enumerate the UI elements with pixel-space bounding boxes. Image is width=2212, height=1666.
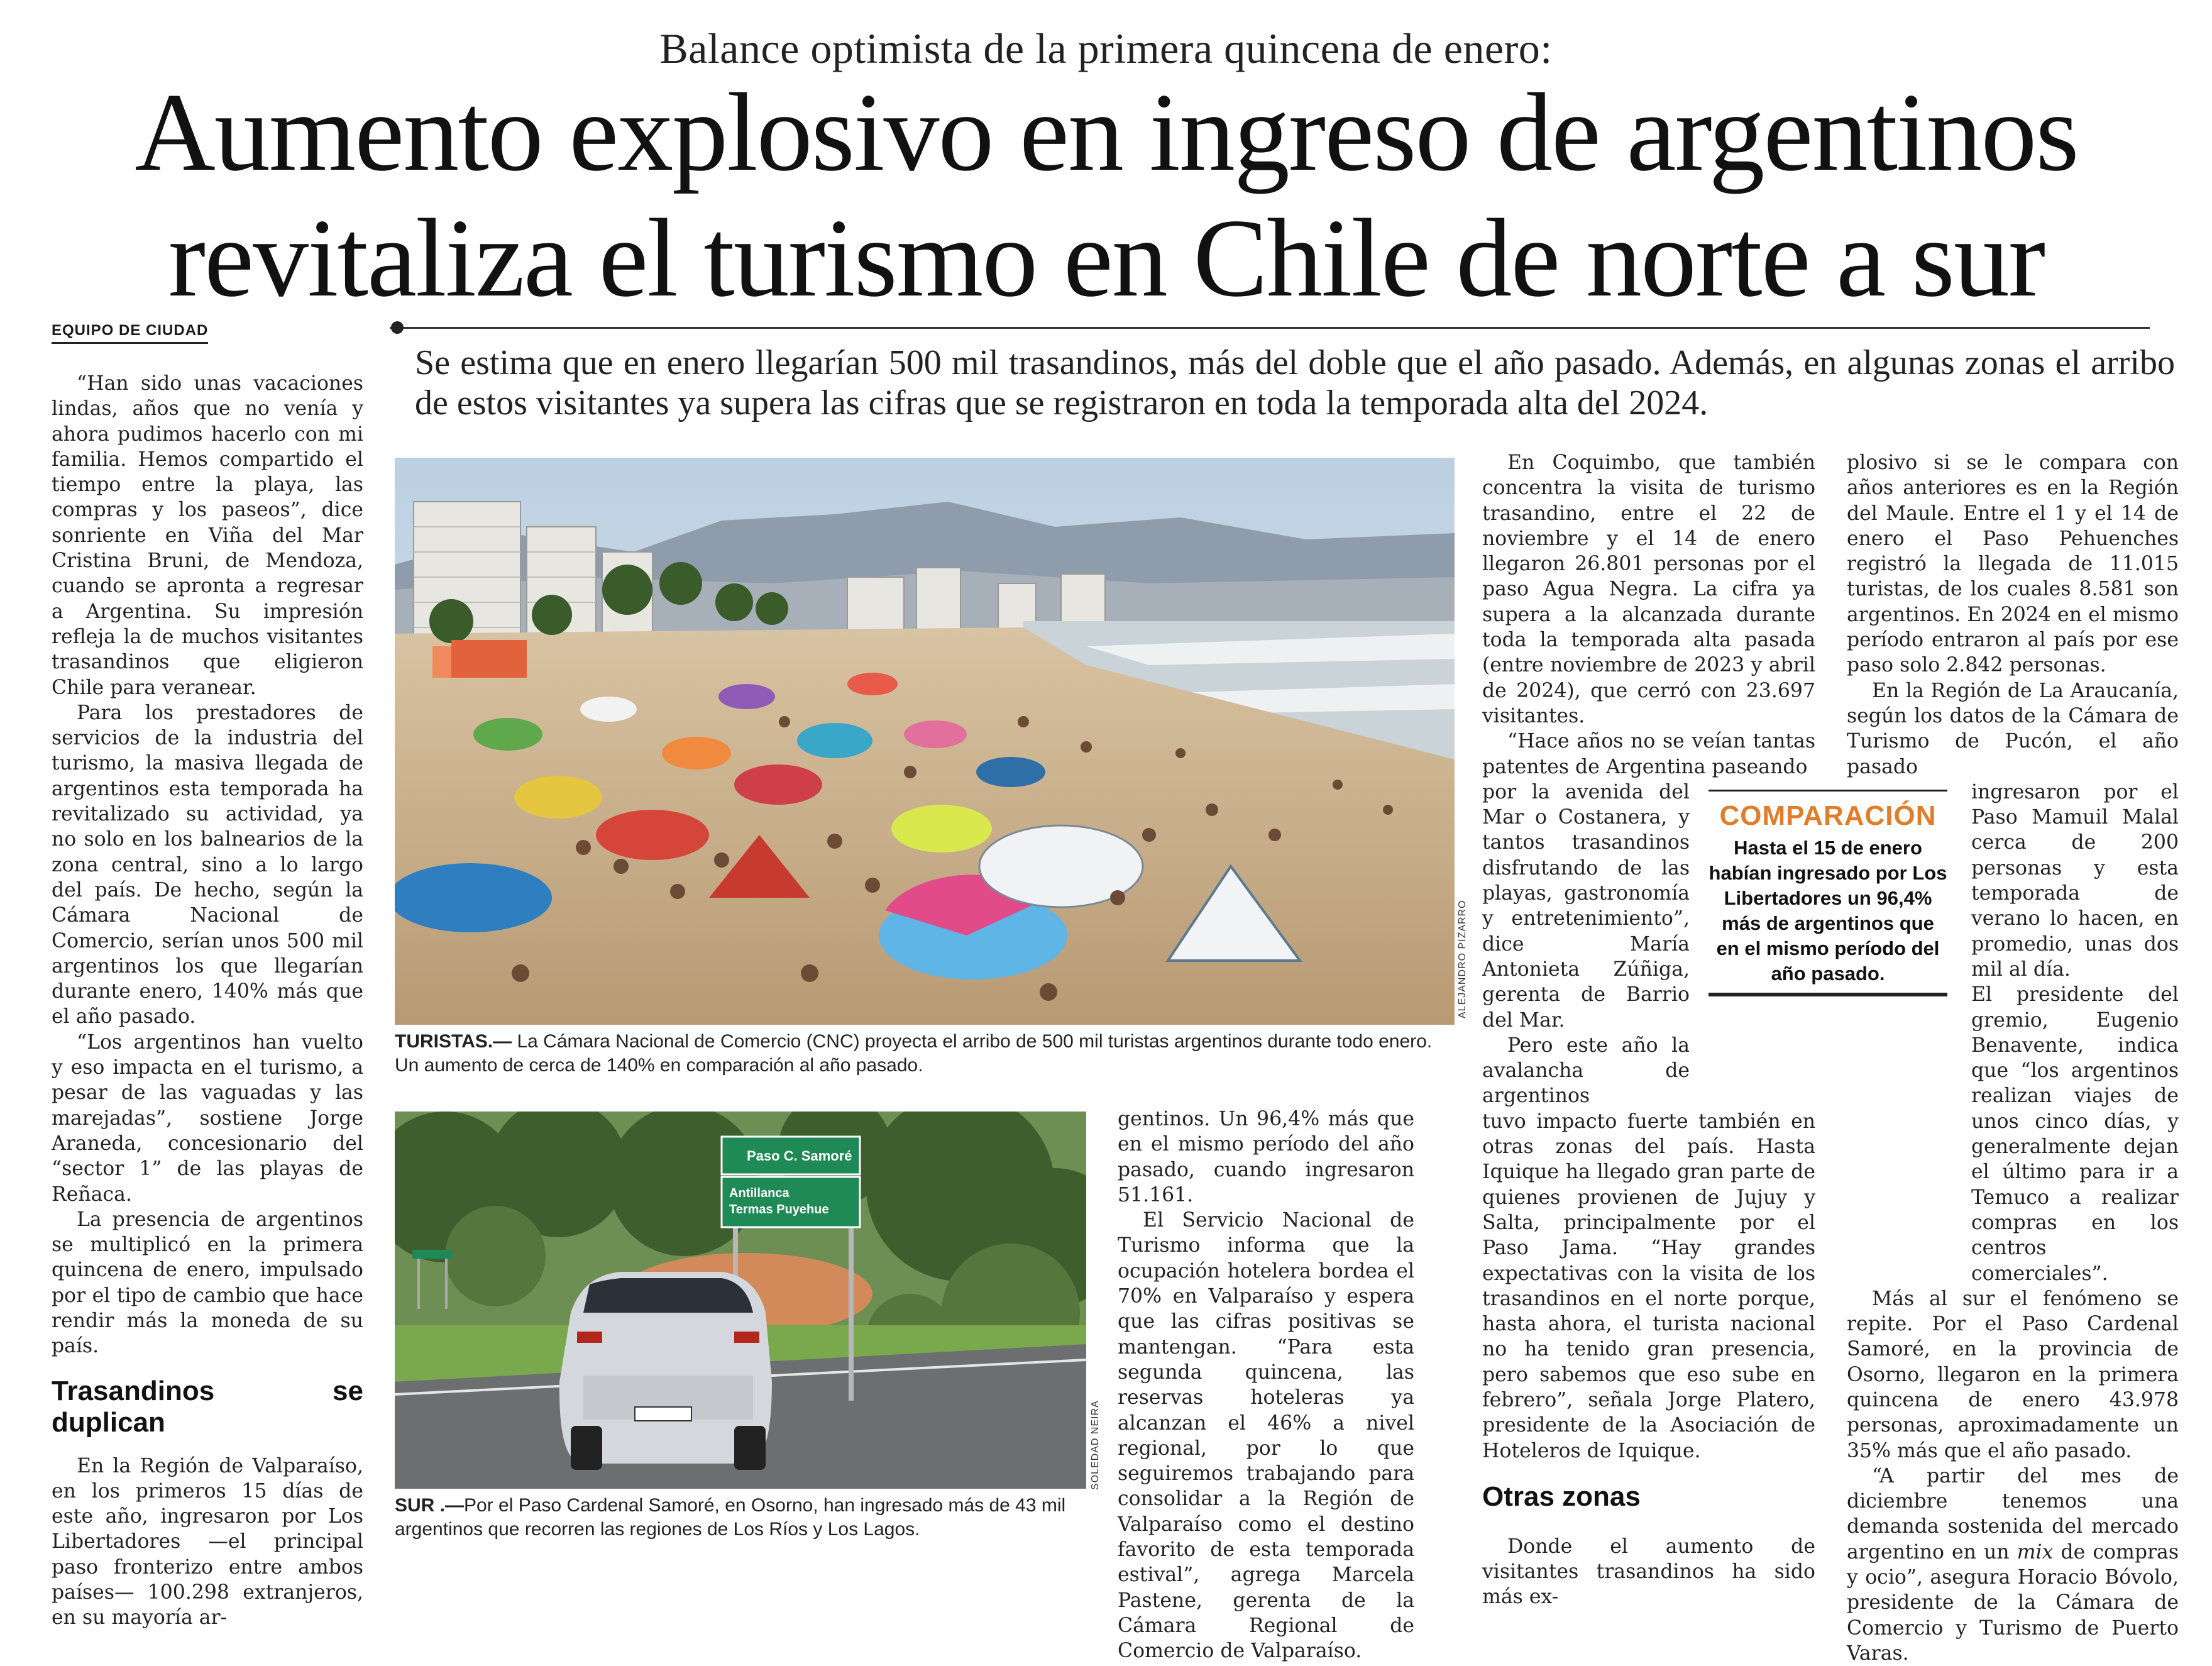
paragraph: “Los argentinos han vuelto y eso impacta en el turismo, a pesar de las vaguadas y las marejadas”, sostiene Jorge Araneda, concesionario del “sector 1” de las playas de Reñaca. xyxy=(52,1030,363,1206)
paragraph: Donde el aumento de visitantes trasandinos ha sido más ex- xyxy=(1482,1535,1815,1609)
sign-text-termas: Termas Puyehue xyxy=(729,1203,829,1216)
quote-text: “A partir del mes de diciembre tenemos una demanda sostenida del mercado argentino en un xyxy=(1847,1464,2179,1564)
paragraph: gentinos. Un 96,4% más que en el mismo período del año pasado, cuando ingresaron 51.161. xyxy=(1118,1108,1414,1206)
paragraph: Más al sur el fenómeno se repite. Por el Paso Cardenal Samoré, en la provincia de Osorno, llegaron en la primera quincena de enero 43.978 personas, aproximadamente un 35% más que el año pasado. xyxy=(1847,1287,2179,1462)
column-1 xyxy=(52,371,363,1631)
paragraph: por la avenida del Mar o Costanera, y tantos trasandinos disfrutando de las playas, gastronomía y entretenimiento”, dice María Antonieta Zúñiga, gerenta de Barrio del Mar. xyxy=(1482,780,1690,1032)
paragraph: ingresaron por el Paso Mamuil Malal cerca de 200 personas y esta temporada de verano lo hacen, en promedio, unas dos mil al día. xyxy=(1971,780,2179,981)
road-illustration xyxy=(395,1112,1086,1489)
car xyxy=(559,1272,772,1470)
photo-caption xyxy=(395,1030,1455,1078)
caption-text: Por el Paso Cardenal Samoré, en Osorno, han ingresado más de 43 mil argentinos que recorren las regiones de Los Ríos y Los Lagos. xyxy=(395,1495,1066,1540)
paragraph: En la Región de Valparaíso, en los primeros 15 días de este año, ingresaron por Los Libertadores —el principal paso fronterizo entre ambos países— 100.298 extranjeros, en su mayoría ar- xyxy=(52,1454,363,1630)
paragraph: Para los prestadores de servicios de la industria del turismo, la masiva llegada de argentinos esta temporada ha revitalizado su actividad, ya no solo en los balnearios de la zona central, sino a lo largo del país. De hecho, según la Cámara Nacional de Comercio, serían unos 500 mil argentinos los que llegarían durante enero, 140% más que el año pasado. xyxy=(52,701,363,1029)
paragraph: tuvo impacto fuerte también en otras zonas del país. Hasta Iquique ha llegado gran parte de quienes provienen de Jujuy y Salta, principalmente por el Paso Jama. “Hay grandes expectativas con la visita de los trasandinos en el norte porque, hasta ahora, el turista nacional no ha tenido gran presencia, pero sabemos que eso sube en febrero”, señala Jorge Platero, presidente de la Asociación de Hoteleros de Iquique. xyxy=(1482,1110,1815,1462)
road-photo xyxy=(395,1112,1086,1489)
paragraph: La presencia de argentinos se multiplicó en la primera quincena de enero, impulsado por el tipo de cambio que hace rendir más la moneda de su país. xyxy=(52,1208,363,1358)
headline-line-2: revitaliza el turismo en Chile de norte a sur xyxy=(168,196,2045,320)
kicker: Balance optimista de la primera quincena de enero: xyxy=(659,25,1553,72)
paragraph xyxy=(1847,1464,2179,1666)
byline: EQUIPO DE CIUDAD xyxy=(52,322,208,344)
headline-line-1: Aumento explosivo en ingreso de argentinos xyxy=(135,70,2078,194)
paragraph: “Han sido unas vacaciones lindas, años que no venía y ahora pudimos hacerlo con mi familia. Hemos compartido el tiempo entre la playa, las compras y los paseos”, dice sonriente en Viña del Mar Cristina Bruni, de Mendoza, cuando se apronta a regresar a Argentina. Su impresión refleja la de muchos visitantes trasandinos que eligieron Chile para veranear. xyxy=(52,372,363,699)
deck-rule xyxy=(390,327,2150,329)
photo-caption xyxy=(395,1494,1092,1542)
caption-text: La Cámara Nacional de Comercio (CNC) proyecta el arribo de 500 mil turistas argentinos durante todo enero. Un aumento de cerca de 140% en comparación al año pasado. xyxy=(395,1031,1433,1076)
column-5 xyxy=(1847,450,2179,1666)
pull-quote-body: Hasta el 15 de enero habían ingresado por Los Libertadores un 96,4% más de argentinos que en el mismo período del año pasado. xyxy=(1709,837,1947,985)
paragraph: “Hace años no se veían tantas patentes de Argentina paseando xyxy=(1482,730,1815,778)
deck-bullet xyxy=(391,321,404,334)
photo-credit: ALEJANDRO PIZARRO xyxy=(1457,900,1468,1018)
quote-text: de compras y ocio”, asegura Horacio Bóvolo, presidente de la Cámara de Comercio y Turismo de Puerto Varas. xyxy=(1847,1540,2179,1665)
subhead-otras-zonas: Otras zonas xyxy=(1482,1481,1641,1512)
paragraph: Pero este año la avalancha de argentinos xyxy=(1482,1034,1690,1108)
caption-label: TURISTAS.— xyxy=(395,1031,512,1052)
column-4 xyxy=(1482,450,1815,1610)
paragraph: El presidente del gremio, Eugenio Benavente, indica que “los argentinos realizan viajes de unos cinco días, y generalmente dejan el último para ir a Temuco a realizar compras en los centros comerciales”. xyxy=(1971,983,2179,1285)
beach-illustration xyxy=(395,458,1455,1025)
paragraph: plosivo si se le compara con años anteriores es en la Región del Maule. Entre el 1 y el 14 de enero el Paso Pehuenches registró la llegada de 11.015 turistas, de los cuales 8.581 son argentinos. En 2024 en el mismo período entraron al país por ese paso solo 2.842 personas. xyxy=(1847,451,2179,677)
beach-photo xyxy=(395,458,1455,1025)
sign-text-samore: Paso C. Samoré xyxy=(747,1148,852,1164)
subhead-trasandinos: Trasandinos se duplican xyxy=(52,1375,363,1438)
deck: Se estima que en enero llegarían 500 mil trasandinos, más del doble que el año pasado. Además, en algunas zonas el arribo de estos visitantes ya supera las cifras que se registraron en toda la temporada alta del 2024. xyxy=(415,343,2175,422)
quote-emphasis: mix xyxy=(2017,1540,2054,1564)
paragraph: En la Región de La Araucanía, según los datos de la Cámara de Turismo de Pucón, el año pasado xyxy=(1847,679,2179,778)
sign-text-antillanca: Antillanca xyxy=(729,1186,790,1200)
paragraph: El Servicio Nacional de Turismo informa que la ocupación hotelera bordea el 70% en Valparaíso y espera que las cifras positivas se mantengan. “Para esta segunda quincena, las reservas hoteleras ya alcanzan el 46% a nivel regional, por lo que seguiremos trabajando para consolidar a la Región de Valparaíso como el destino favorito de esta temporada estival”, agrega Marcela Pastene, gerenta de la Cámara Regional de Comercio de Valparaíso. xyxy=(1118,1209,1414,1663)
pull-quote-title: COMPARACIÓN xyxy=(1719,800,1937,831)
column-5-wrap xyxy=(1971,780,2179,1286)
paragraph: En Coquimbo, que también concentra la visita de turismo trasandino, entre el 22 de noviembre y el 14 de enero llegaron 26.801 personas por el paso Agua Negra. La cifra ya supera a la alcanzada durante toda la temporada alta pasada (entre noviembre de 2023 y abril de 2024), que cerró con 23.697 visitantes. xyxy=(1482,451,1815,727)
headline xyxy=(25,69,2187,321)
caption-label: SUR .— xyxy=(395,1495,465,1516)
column-3 xyxy=(1118,1106,1414,1664)
photo-credit: SOLEDAD NEIRA xyxy=(1090,1400,1101,1490)
column-4-wrap xyxy=(1482,780,1690,1109)
